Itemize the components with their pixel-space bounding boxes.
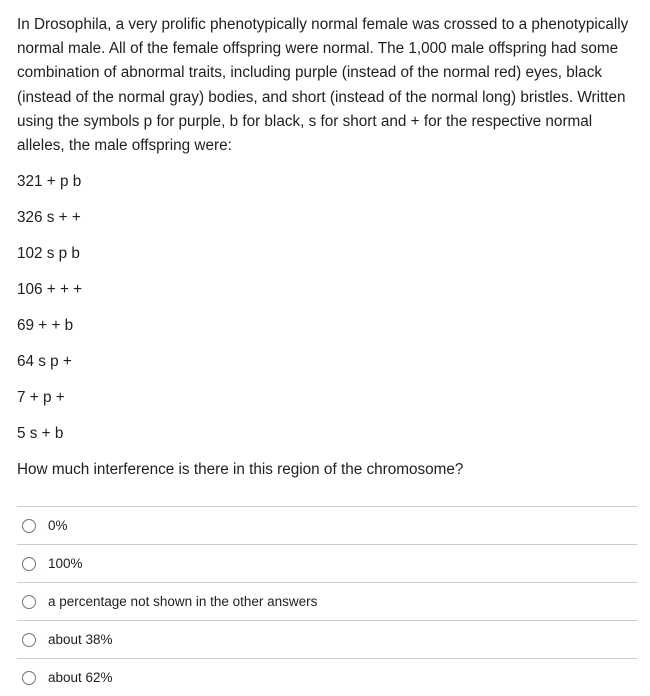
answer-label[interactable]: about 62% [48, 670, 113, 685]
answer-label[interactable]: 0% [48, 518, 68, 533]
radio-button-icon[interactable] [22, 633, 36, 647]
answer-option-0[interactable] [17, 507, 637, 545]
offspring-item: 64 s p + [17, 353, 72, 371]
answer-option-3[interactable] [17, 621, 637, 659]
question-body [17, 13, 639, 482]
offspring-list [17, 170, 639, 446]
radio-button-icon[interactable] [22, 595, 36, 609]
answer-label[interactable]: 100% [48, 556, 83, 571]
offspring-item: 7 + p + [17, 389, 65, 407]
answer-label[interactable]: a percentage not shown in the other answers [48, 594, 318, 609]
offspring-item: 321 + p b [17, 173, 82, 191]
offspring-item: 69 + + b [17, 317, 74, 335]
answer-label[interactable]: about 38% [48, 632, 113, 647]
radio-button-icon[interactable] [22, 557, 36, 571]
answer-option-4[interactable] [17, 659, 637, 696]
offspring-item: 102 s p b [17, 245, 80, 263]
answer-option-2[interactable] [17, 583, 637, 621]
radio-button-icon[interactable] [22, 519, 36, 533]
offspring-item: 106 + + + [17, 281, 83, 299]
offspring-item: 326 s + + [17, 209, 81, 227]
radio-button-icon[interactable] [22, 671, 36, 685]
offspring-item: 5 s + b [17, 425, 64, 443]
question-text: In Drosophila, a very prolific phenotypically normal female was crossed to a phenotypically normal male. All of the female offspring were normal. The 1,000 male offspring had some combination of abnormal traits, including purple (instead of the normal red) eyes, black (instead of the normal gray) bodies, and short (instead of the normal long) bristles. Written using the symbols p for purple, b for black, s for short and + for the respective normal alleles, the male offspring were: [17, 16, 629, 155]
question-prompt: How much interference is there in this region of the chromosome? [17, 461, 464, 479]
answer-list [17, 506, 637, 696]
answer-option-1[interactable] [17, 545, 637, 583]
